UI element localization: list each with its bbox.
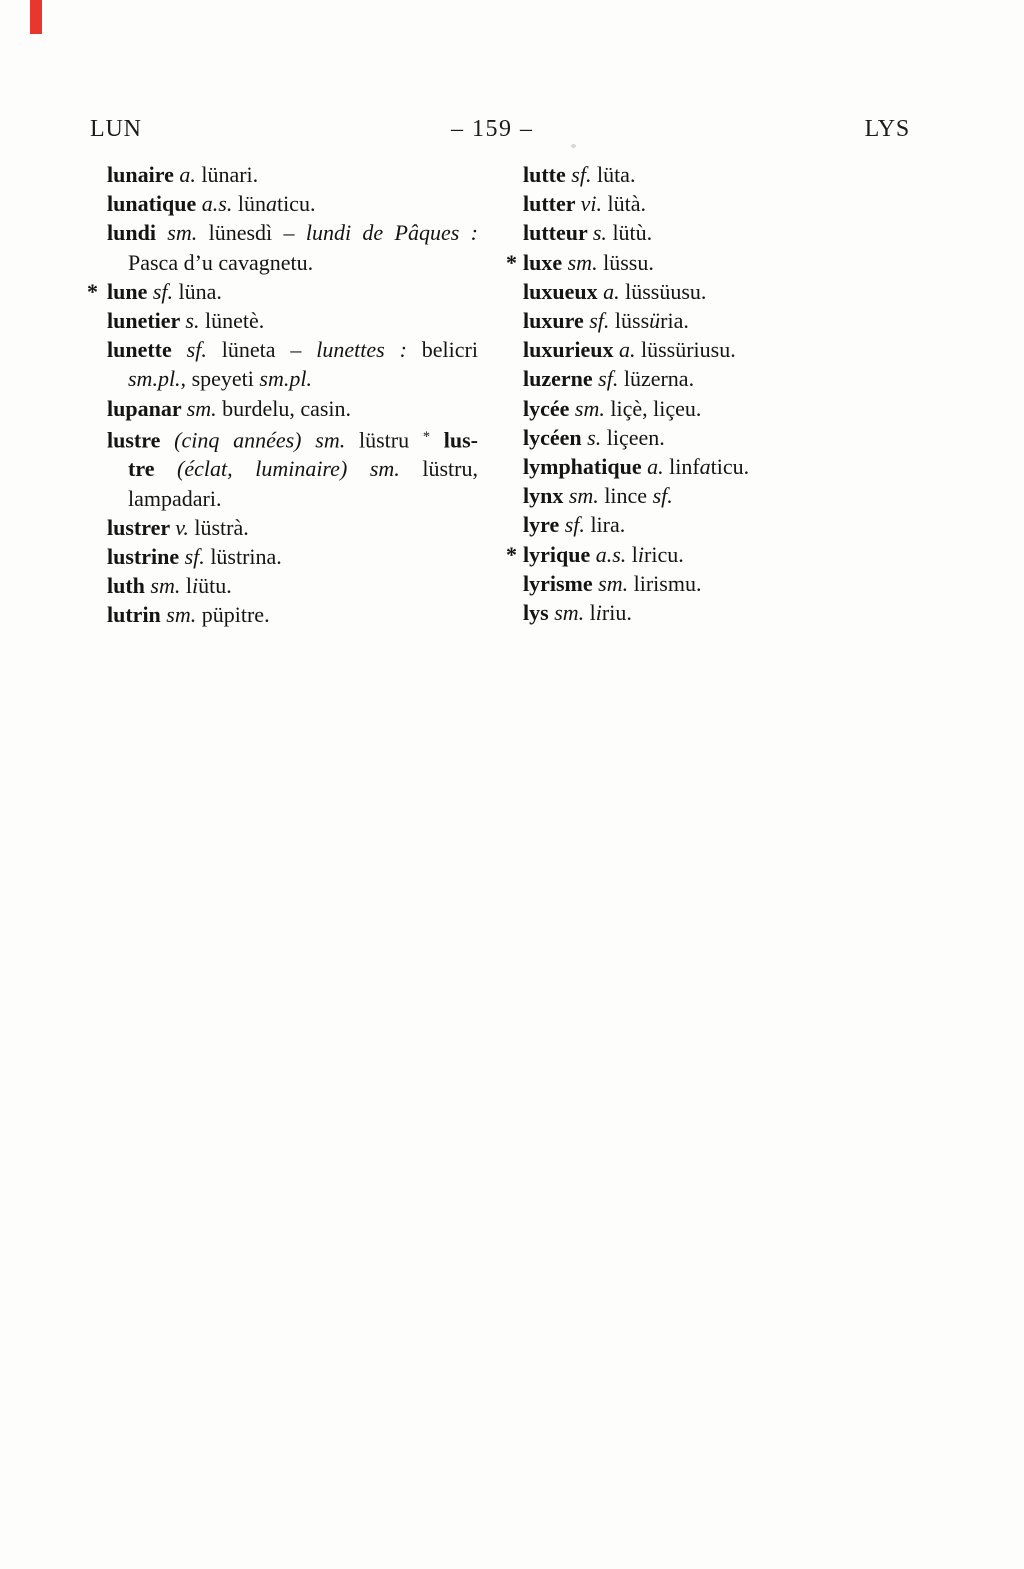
headword-text: lymphatique	[523, 454, 648, 480]
grammar-or-gloss-text: vi.	[580, 191, 603, 217]
translation-text: lince	[598, 483, 653, 509]
entry-line	[107, 542, 478, 571]
translation-text: lüstrà.	[188, 514, 249, 540]
headword-text: lustrer	[107, 514, 176, 540]
entry-line-continuation	[107, 364, 478, 393]
dictionary-entry	[504, 306, 910, 335]
entry-line	[523, 248, 910, 277]
translation-text: lüneta –	[206, 337, 317, 363]
entry-line	[523, 335, 910, 364]
entry-line-continuation	[107, 454, 478, 483]
entry-line	[523, 189, 910, 218]
entry-line	[107, 571, 478, 600]
headword-text: lutteur	[523, 220, 593, 246]
headword-text: luxueux	[523, 278, 604, 304]
gallicism-asterisk: *	[506, 541, 517, 567]
headword-text: lyrisme	[523, 570, 599, 596]
headword-text: lyre	[523, 512, 565, 538]
headword-text: lunatique	[107, 191, 202, 217]
translation-text: l	[584, 600, 596, 626]
grammar-or-gloss-text: sm.	[598, 570, 629, 596]
grammar-or-gloss-text: a.	[603, 278, 620, 304]
headword-text: lunetier	[107, 308, 186, 334]
dictionary-entry	[86, 542, 478, 571]
headword-text: lus-	[443, 427, 479, 453]
guideword-left: LUN	[90, 116, 142, 142]
entry-line	[523, 598, 910, 627]
grammar-or-gloss-text: sm.	[150, 573, 181, 599]
dictionary-entry	[86, 306, 478, 335]
grammar-or-gloss-text: (éclat, luminaire)	[177, 456, 370, 482]
translation-text: lirismu.	[628, 570, 702, 596]
translation-text: lütù.	[606, 220, 653, 246]
translation-text: ticu.	[276, 191, 316, 217]
translation-text: lira.	[584, 512, 626, 538]
grammar-or-gloss-text: sf.	[589, 308, 610, 334]
translation-text: lün	[232, 191, 266, 217]
entry-line	[523, 160, 910, 189]
headword-text: luxe	[523, 249, 568, 275]
entry-line	[107, 600, 478, 629]
entry-line	[523, 364, 910, 393]
dictionary-entry	[504, 540, 910, 569]
translation-text: lampadari.	[128, 485, 222, 511]
translation-text: belicri	[406, 337, 478, 363]
entry-line	[523, 569, 910, 598]
grammar-or-gloss-text: sf.	[598, 366, 619, 392]
translation-text: lüssu.	[597, 249, 654, 275]
dictionary-entry	[504, 218, 910, 247]
dictionary-entry	[86, 335, 478, 393]
grammar-or-gloss-text: (cinq années)	[174, 427, 316, 453]
translation-text: riu.	[601, 600, 632, 626]
entry-line	[523, 510, 910, 539]
translation-text: lütà.	[602, 191, 647, 217]
gallicism-asterisk: *	[87, 278, 98, 304]
grammar-or-gloss-text: sm.	[568, 483, 599, 509]
dictionary-entry	[504, 510, 910, 539]
headword-text: tre	[128, 456, 178, 482]
translation-text: lüstru,	[399, 456, 478, 482]
headword-text: lunette	[107, 337, 187, 363]
dictionary-entry	[86, 218, 478, 276]
grammar-or-gloss-text: a.s.	[201, 191, 233, 217]
scan-speck	[571, 144, 576, 148]
grammar-or-gloss-text: sm.	[567, 249, 598, 275]
translation-text: lüna.	[173, 278, 222, 304]
grammar-or-gloss-text: a.	[179, 162, 196, 187]
grammar-or-gloss-text: a	[699, 454, 711, 480]
entry-line-continuation	[107, 248, 478, 277]
entry-line	[107, 306, 478, 335]
translation-text: lünetè.	[199, 308, 265, 334]
grammar-or-gloss-text: a.s.	[595, 541, 627, 567]
entry-line	[523, 423, 910, 452]
translation-text: lüss	[609, 308, 650, 334]
translation-text: ütu.	[198, 573, 232, 599]
grammar-or-gloss-text: s.	[587, 424, 602, 450]
translation-text: Pasca d’u cavagnetu.	[128, 249, 314, 275]
grammar-or-gloss-text: sm.	[574, 395, 605, 421]
page-header	[90, 116, 910, 142]
grammar-or-gloss-text: lunettes :	[316, 337, 407, 363]
translation-text: lüssüriusu.	[635, 337, 736, 363]
translation-text: liçeen.	[601, 424, 665, 450]
headword-text: lune	[107, 278, 153, 304]
entry-line	[523, 481, 910, 510]
translation-text: l	[180, 573, 192, 599]
headword-text: luxure	[523, 308, 590, 334]
grammar-or-gloss-text: sm.	[369, 456, 400, 482]
translation-text: *	[422, 428, 430, 445]
grammar-or-gloss-text: a	[265, 191, 277, 217]
grammar-or-gloss-text: v.	[175, 514, 189, 540]
grammar-or-gloss-text: ü	[649, 308, 661, 334]
dictionary-entry	[504, 335, 910, 364]
dictionary-entry	[86, 394, 478, 423]
headword-text: lunaire	[107, 162, 180, 187]
entry-line	[523, 277, 910, 306]
headword-text: lyrique	[523, 541, 596, 567]
grammar-or-gloss-text: s.	[592, 220, 607, 246]
grammar-or-gloss-text: sf.	[564, 512, 585, 538]
entry-line	[523, 218, 910, 247]
dictionary-entry	[504, 160, 910, 189]
grammar-or-gloss-text: a.	[647, 454, 664, 480]
entry-line	[523, 540, 910, 569]
grammar-or-gloss-text: sf.	[652, 483, 673, 509]
guideword-right: LYS	[864, 116, 910, 142]
red-edge-mark	[30, 0, 42, 34]
dictionary-entry	[504, 394, 910, 423]
translation-text: linf	[663, 454, 700, 480]
translation-text: ticu.	[710, 454, 750, 480]
dictionary-entry	[504, 189, 910, 218]
grammar-or-gloss-text: sm.	[554, 600, 585, 626]
grammar-or-gloss-text: sf.	[184, 544, 205, 570]
headword-text: lycée	[523, 395, 575, 421]
dictionary-column-left	[86, 160, 478, 630]
translation-text: lüstru	[345, 427, 423, 453]
entry-line	[107, 218, 478, 247]
dictionary-entry	[504, 248, 910, 277]
translation-text: ria.	[660, 308, 689, 334]
dictionary-entry	[504, 569, 910, 598]
dictionary-entry	[86, 513, 478, 542]
headword-text: lustrine	[107, 544, 185, 570]
grammar-or-gloss-text: sm.	[315, 427, 346, 453]
dictionary-column-right	[504, 160, 910, 627]
headword-text: lutrin	[107, 602, 167, 628]
headword-text: luzerne	[523, 366, 599, 392]
dictionary-entry	[504, 598, 910, 627]
entry-line	[107, 189, 478, 218]
gallicism-asterisk: *	[506, 249, 517, 275]
translation-text: liçè, liçeu.	[604, 395, 702, 421]
page-number: – 159 –	[450, 116, 534, 142]
grammar-or-gloss-text: a.	[618, 337, 636, 363]
entry-line	[107, 335, 478, 364]
translation-text: lünari.	[195, 162, 259, 187]
translation-text: lüta.	[591, 162, 636, 187]
translation-text: lüzerna.	[618, 366, 695, 392]
dictionary-entry	[86, 277, 478, 306]
grammar-or-gloss-text: sm.pl.	[259, 366, 312, 392]
grammar-or-gloss-text: sm.	[186, 395, 217, 421]
translation-text: l	[626, 541, 638, 567]
entry-line	[523, 452, 910, 481]
entry-line	[523, 306, 910, 335]
translation-text: ricu.	[644, 541, 684, 567]
grammar-or-gloss-text: s.	[185, 308, 200, 334]
translation-text: lüssüusu.	[619, 278, 707, 304]
dictionary-entry	[504, 423, 910, 452]
dictionary-entry	[504, 277, 910, 306]
headword-text: lustre	[107, 427, 175, 453]
headword-text: lynx	[523, 483, 569, 509]
dictionary-entry	[86, 423, 478, 513]
grammar-or-gloss-text: sm.	[167, 220, 198, 246]
translation-text	[430, 427, 444, 452]
dictionary-entry	[86, 600, 478, 629]
headword-text: luxurieux	[523, 337, 619, 363]
dictionary-entry	[86, 160, 478, 189]
translation-text: lünesdì –	[197, 220, 306, 246]
headword-text: lutter	[523, 191, 581, 217]
entry-line	[107, 160, 478, 189]
headword-text: lupanar	[107, 395, 187, 421]
entry-line	[523, 394, 910, 423]
headword-text: lundi	[107, 220, 168, 246]
grammar-or-gloss-text: sm.	[166, 602, 197, 628]
headword-text: luth	[107, 573, 151, 599]
grammar-or-gloss-text: lundi de Pâques :	[305, 220, 478, 246]
dictionary-entry	[86, 189, 478, 218]
grammar-or-gloss-text: i	[192, 573, 199, 599]
entry-line	[107, 423, 478, 455]
grammar-or-gloss-text: sf.	[186, 337, 207, 363]
entry-line	[107, 394, 478, 423]
entry-line	[107, 513, 478, 542]
grammar-or-gloss-text: i	[637, 541, 645, 567]
grammar-or-gloss-text: i	[595, 600, 602, 626]
entry-line	[107, 277, 478, 306]
translation-text: lüstrina.	[204, 544, 282, 570]
dictionary-entry	[504, 452, 910, 481]
headword-text: lys	[523, 600, 555, 626]
dictionary-entry	[504, 481, 910, 510]
grammar-or-gloss-text: sf.	[152, 278, 174, 304]
translation-text: burdelu, casin.	[216, 395, 352, 421]
translation-text: püpitre.	[196, 602, 270, 628]
translation-text: speyeti	[186, 366, 260, 392]
headword-text: lutte	[523, 162, 572, 187]
dictionary-entry	[86, 571, 478, 600]
dictionary-entry	[504, 364, 910, 393]
grammar-or-gloss-text: sf.	[571, 162, 592, 187]
headword-text: lycéen	[523, 424, 588, 450]
entry-line-continuation	[107, 484, 478, 513]
grammar-or-gloss-text: sm.pl.,	[128, 366, 187, 392]
